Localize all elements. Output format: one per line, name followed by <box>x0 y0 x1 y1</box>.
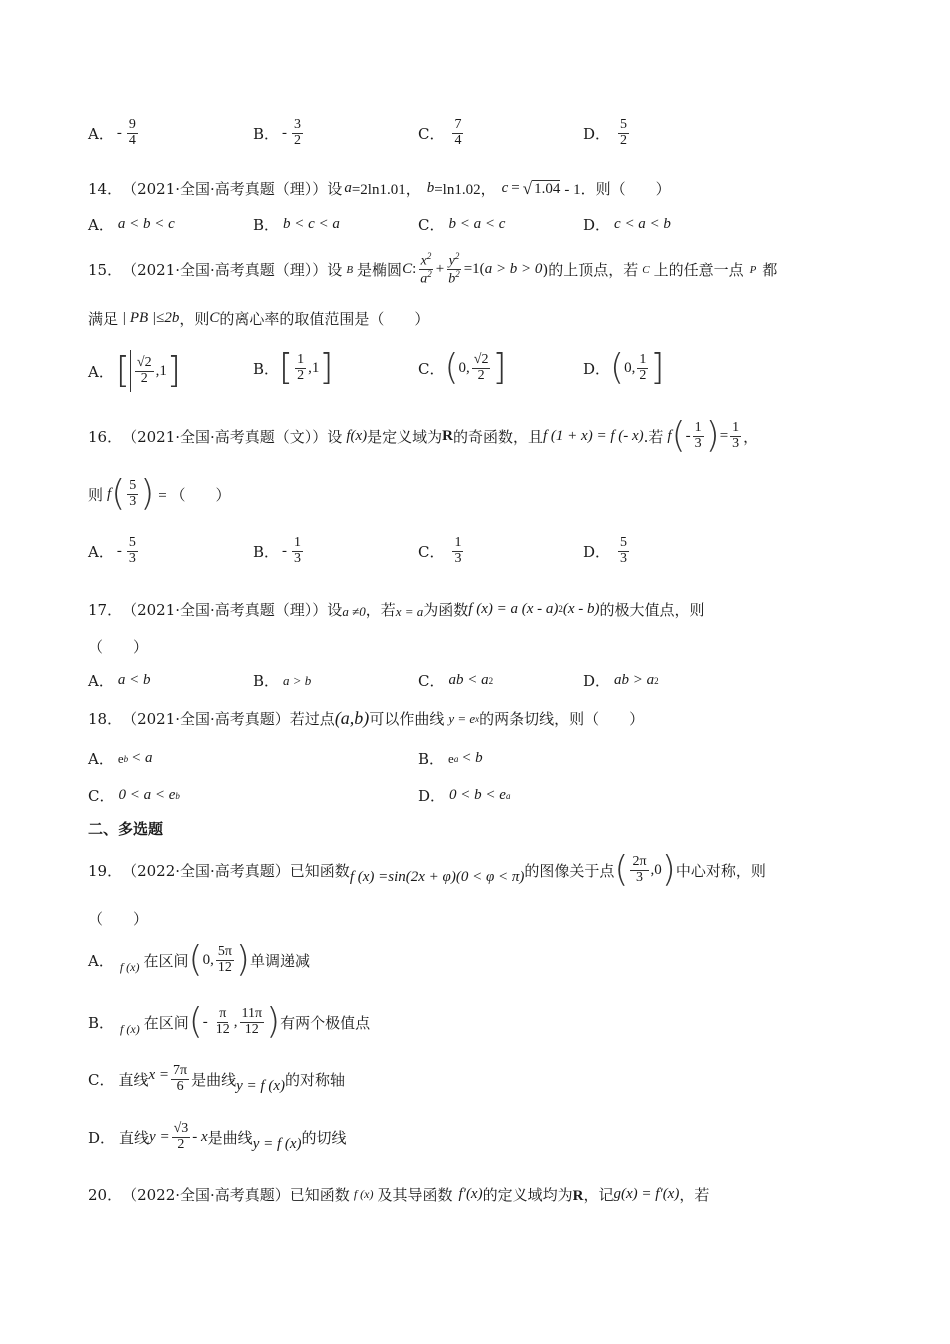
q19-stem: 19． （2022·全国·高考真题）已知函数 f (x) =sin(2x + φ)(0 < φ < π) 的图像关于点 ( $\frac{2\pi}{3}$ ,0 ) 中心对称，则 <box>88 849 766 890</box>
q15-option-c[interactable]: C． ( 0, $\frac{√2}{2}$ ] <box>418 347 507 388</box>
section-title: 二、多选题 <box>88 820 164 838</box>
q19-option-c[interactable]: C． 直线 x = $\frac{7\pi}{6}$ 是曲线 y = f (x) 的对称轴 <box>88 1063 345 1094</box>
q14-option-a[interactable]: A． a < b < c <box>88 216 175 234</box>
q15-option-a[interactable]: A． [ $\frac{√2}{2}$ ,1 ] <box>88 350 181 391</box>
option-label: A． <box>88 124 114 143</box>
q18-option-b[interactable]: B． e a < b <box>418 750 483 768</box>
minus-sign: - <box>116 124 122 141</box>
q14-option-c[interactable]: C． b < a < c <box>418 216 506 234</box>
option-label: D． <box>583 124 611 143</box>
q20-stem: 20． （2022·全国·高考真题）已知函数 f (x) 及其导函数 f ′(x) 的定义域均为 R ，记 g(x) = f ′(x) ，若 <box>88 1186 710 1204</box>
option-label: C． <box>418 124 445 143</box>
q16-option-d[interactable]: D． $\frac{5}{3}$ <box>583 535 628 566</box>
q14-option-d[interactable]: D． c < a < b <box>583 216 671 234</box>
q19-option-d[interactable]: D． 直线 y = $\frac{√3}{2}$ - x 是曲线 y = f (x) 的切线 <box>88 1121 347 1152</box>
q19-option-a[interactable]: A． f (x) 在区间 ( 0, $\frac{5\pi}{12}$ ) 单调递减 <box>88 939 310 980</box>
q13-option-c[interactable] <box>418 118 465 148</box>
q17-stem: 17． （2021·全国·高考真题（理））设 a ≠0 ，若 x = a 为函数 f (x) = a (x - a) 2 (x - b) 的极大值点，则 <box>88 600 705 619</box>
q17-option-a[interactable]: A． a < b <box>88 672 151 690</box>
q16-option-a[interactable]: A． - $\frac{5}{3}$ <box>88 535 136 566</box>
q13-option-b[interactable] <box>253 118 305 148</box>
q13-option-d[interactable] <box>583 118 631 148</box>
minus-sign: - <box>282 124 288 141</box>
q19-option-b[interactable]: B． f (x) 在区间 ( - $\frac{\pi}{12}$ , $\frac{11\pi}{12}$ ) 有两个极值点 <box>88 1001 371 1042</box>
q14-stem: 14． （2021·全国·高考真题（理））设 a =2ln1.01， b =ln1.02， c = √ 1.04 - 1．则（ ） <box>88 178 671 198</box>
q18-option-d[interactable]: D． 0 < b < e a <box>418 787 511 805</box>
fraction: $\frac{7}{4}$ <box>454 117 462 148</box>
q18-stem: 18． （2021·全国·高考真题）若过点 (a,b) 可以作曲线 y = e x 的两条切线，则（ ） <box>88 708 645 728</box>
q13-option-a[interactable] <box>88 118 140 148</box>
option-label: B． <box>253 124 280 143</box>
q16-option-b[interactable]: B． - $\frac{1}{3}$ <box>253 535 302 566</box>
q14-option-b[interactable]: B． b < c < a <box>253 216 340 234</box>
fraction: $\frac{5}{2}$ <box>620 117 628 148</box>
q17-option-b[interactable]: B． a > b <box>253 672 312 690</box>
fraction: $\frac{3}{2}$ <box>294 117 302 148</box>
q19-stem-line2: （ ） <box>88 910 149 928</box>
q18-option-a[interactable]: A． e b < a <box>88 750 153 768</box>
q15-stem: 15． （2021·全国·高考真题（理））设 B 是椭圆 C : $\frac{x^2}{a^2}$ + $\frac{y^2}{b^2}$ =1( a > b > 0 )的上顶点，若 C 上的任意一点 P 都 <box>88 251 778 287</box>
q18-option-c[interactable]: C． 0 < a < e b <box>88 787 180 805</box>
q15-option-d[interactable]: D． ( 0, $\frac{1}{2}$ ] <box>583 347 665 388</box>
q16-stem-line2: 则 f ( $\frac{5}{3}$ ) = （ ） <box>88 473 231 514</box>
q17-option-d[interactable]: D． ab > a 2 <box>583 672 659 690</box>
q16-stem: 16． （2021·全国·高考真题（文））设 f (x) 是定义域为 R 的奇函数，且 f (1 + x) = f (- x) .若 f ( - $\frac{1}{3}$ ) = $\frac{1}{3}$ ， <box>88 415 759 456</box>
q16-option-c[interactable]: C． $\frac{1}{3}$ <box>418 535 462 566</box>
fraction: $\frac{9}{4}$ <box>128 117 136 148</box>
q15-option-b[interactable]: B． [ $\frac{1}{2}$ ,1 ] <box>253 347 334 388</box>
q15-stem-line2: 满足 | PB |≤2 b ，则 C 的离心率的取值范围是（ ） <box>88 310 430 328</box>
sqrt-expr: 1.04 <box>534 180 561 197</box>
q17-stem-line2: （ ） <box>88 638 149 656</box>
q17-option-c[interactable]: C． ab < a 2 <box>418 672 494 690</box>
